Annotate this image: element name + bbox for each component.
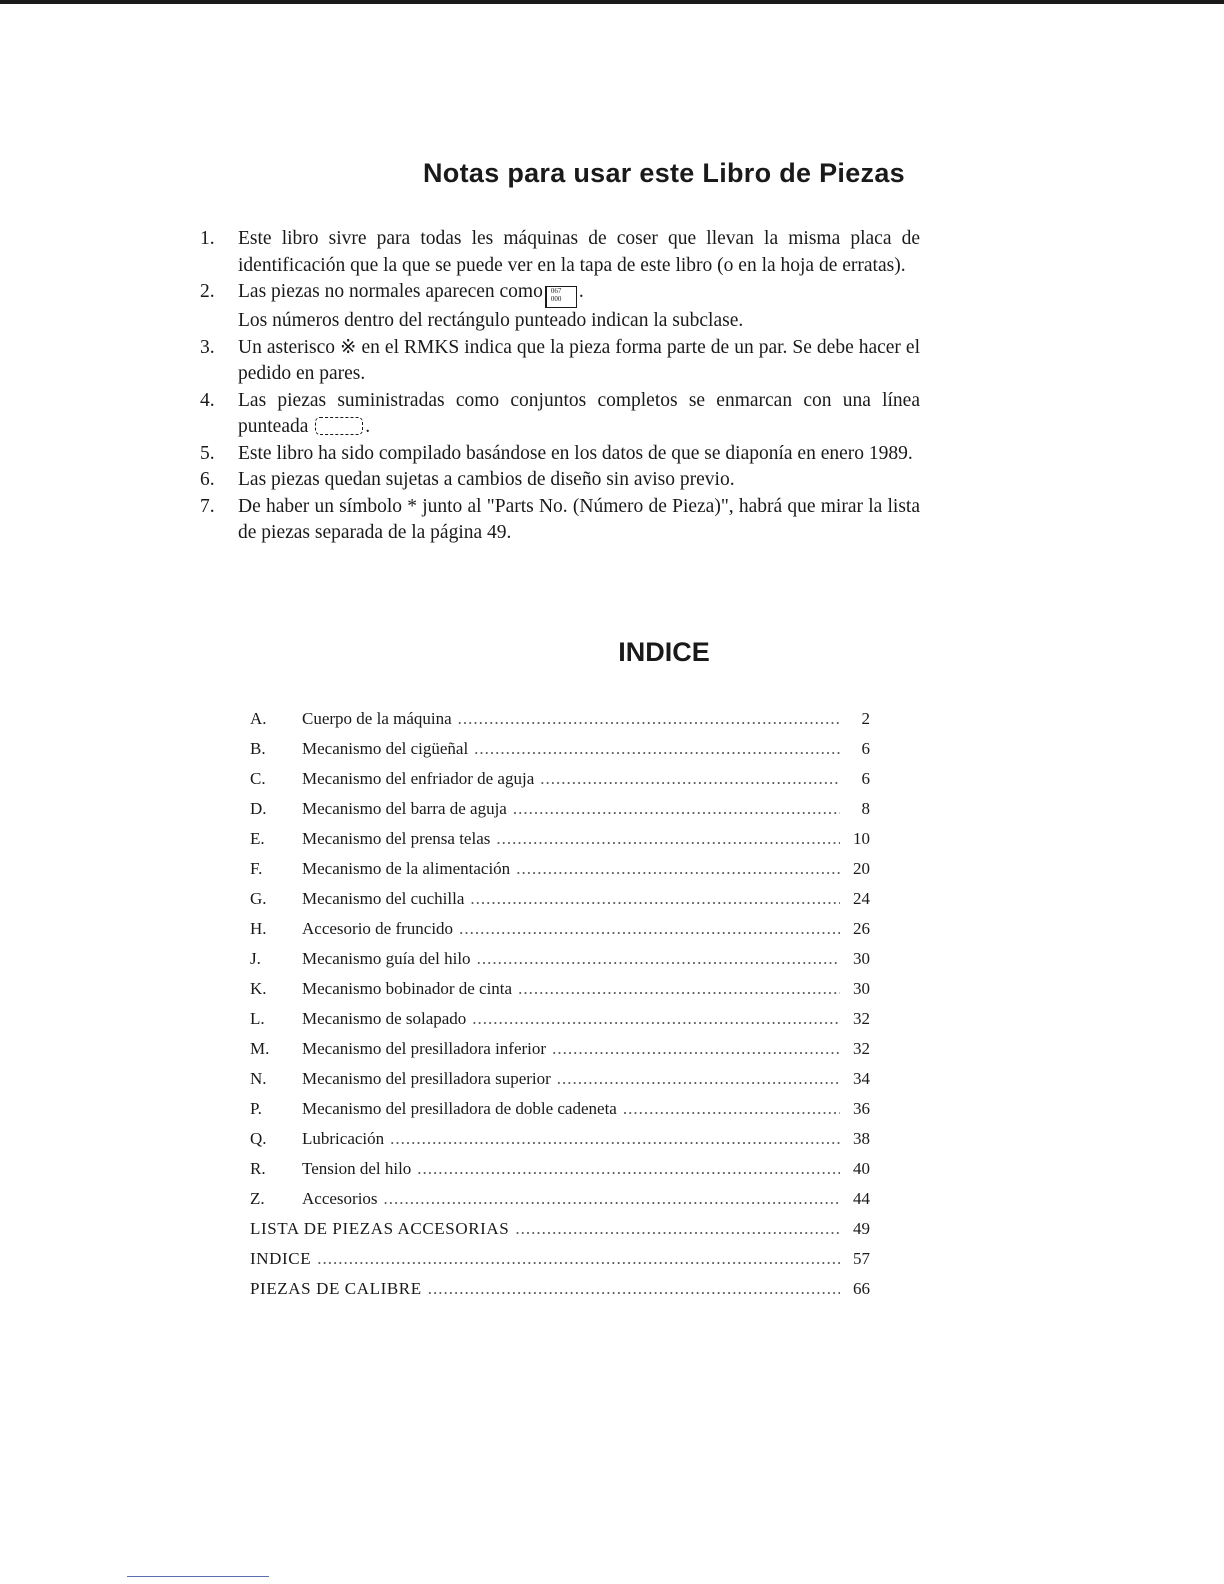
note-item	[200, 494, 920, 547]
note-item	[200, 467, 920, 494]
toc-leader-dots	[516, 854, 840, 884]
note-text: De haber un símbolo * junto al "Parts No. (Número de Pieza)", habrá que mirar la lista de piezas separada de la página 49.	[238, 495, 920, 543]
toc-page-number: 36	[853, 1099, 870, 1118]
toc-label: Lubricación	[302, 1129, 385, 1148]
toc-page-number: 20	[853, 859, 870, 878]
toc-leader-dots	[513, 794, 840, 824]
toc-entry[interactable]	[250, 944, 870, 974]
toc-label: INDICE	[250, 1249, 312, 1268]
toc-page-number: 66	[853, 1279, 870, 1298]
toc-label: Mecanismo del presilladora superior	[302, 1069, 551, 1088]
subclass-symbol-top: 067	[550, 287, 562, 295]
toc-entry-gauge-parts[interactable]	[250, 1274, 870, 1304]
toc-page-number: 24	[853, 889, 870, 908]
toc-entry-accessory-list[interactable]	[250, 1214, 870, 1244]
note-text-line2: Los números dentro del rectángulo punteado indican la subclase.	[238, 310, 744, 331]
note-text-before: Las piezas suministradas como conjuntos completos se enmarcan con una línea punteada	[238, 389, 920, 437]
toc-letter: N.	[250, 1069, 267, 1088]
toc-entry[interactable]	[250, 974, 870, 1004]
toc-page-number: 10	[853, 829, 870, 848]
toc-letter: G.	[250, 889, 267, 908]
toc-page-number: 8	[861, 799, 870, 818]
toc-label: Mecanismo guía del hilo	[302, 949, 471, 968]
note-number: 2.	[200, 281, 215, 302]
toc-page-number: 6	[861, 769, 870, 788]
toc-page-number: 30	[853, 949, 870, 968]
toc-entry[interactable]	[250, 764, 870, 794]
toc-label: Mecanismo del cuchilla	[302, 889, 465, 908]
note-text-after: .	[365, 416, 371, 437]
note-text	[238, 279, 920, 335]
toc-leader-dots	[557, 1064, 840, 1094]
toc-label: Mecanismo del prensa telas	[302, 829, 491, 848]
toc-page-number: 49	[853, 1219, 870, 1238]
toc-label: Mecanismo del barra de aguja	[302, 799, 507, 818]
toc-leader-dots	[552, 1034, 840, 1064]
toc-page-number: 32	[853, 1039, 870, 1058]
toc-leader-dots	[623, 1094, 840, 1124]
toc-label: LISTA DE PIEZAS ACCESORIAS	[250, 1219, 510, 1238]
toc-entry-index[interactable]	[250, 1244, 870, 1274]
toc-page-number: 44	[853, 1189, 870, 1208]
toc-label: Tension del hilo	[302, 1159, 412, 1178]
note-text: Este libro ha sido compilado basándose en los datos de que se diaponía en enero 1989.	[238, 442, 913, 464]
toc-label: Mecanismo del presilladora inferior	[302, 1039, 547, 1058]
toc-letter: R.	[250, 1159, 266, 1178]
toc-leader-dots	[477, 944, 840, 974]
toc-page-number: 40	[853, 1159, 870, 1178]
toc-leader-dots	[496, 824, 840, 854]
toc-letter: D.	[250, 799, 267, 818]
subclass-symbol-bottom: 000	[550, 295, 562, 303]
toc-entry[interactable]	[250, 884, 870, 914]
notes-list	[200, 226, 920, 547]
toc-label: PIEZAS DE CALIBRE	[250, 1279, 422, 1298]
note-item	[200, 226, 920, 279]
table-of-contents	[250, 704, 870, 1304]
toc-label: Accesorios	[302, 1189, 378, 1208]
note-text-before: Las piezas no normales aparecen como	[238, 281, 543, 302]
toc-page-number: 32	[853, 1009, 870, 1028]
toc-leader-dots	[470, 884, 840, 914]
toc-page-number: 26	[853, 919, 870, 938]
toc-letter: Q.	[250, 1129, 267, 1148]
toc-letter: E.	[250, 829, 265, 848]
note-item	[200, 279, 920, 335]
toc-entry[interactable]	[250, 1034, 870, 1064]
toc-entry[interactable]	[250, 1094, 870, 1124]
toc-letter: P.	[250, 1099, 262, 1118]
toc-entry[interactable]	[250, 1064, 870, 1094]
toc-label: Mecanismo del enfriador de aguja	[302, 769, 535, 788]
toc-entry[interactable]	[250, 854, 870, 884]
toc-leader-dots	[390, 1124, 840, 1154]
toc-entry[interactable]	[250, 1184, 870, 1214]
note-item	[200, 388, 920, 441]
toc-label: Mecanismo bobinador de cinta	[302, 979, 513, 998]
toc-leader-dots	[518, 974, 840, 1004]
toc-label: Mecanismo del cigüeñal	[302, 739, 469, 758]
note-text: Las piezas quedan sujetas a cambios de diseño sin aviso previo.	[238, 469, 735, 490]
note-item	[200, 335, 920, 388]
toc-leader-dots	[472, 1004, 840, 1034]
toc-label: Cuerpo de la máquina	[302, 709, 452, 728]
toc-leader-dots	[515, 1214, 840, 1244]
toc-label: Mecanismo del presilladora de doble cadeneta	[302, 1099, 617, 1118]
toc-leader-dots	[384, 1184, 840, 1214]
toc-entry[interactable]	[250, 914, 870, 944]
note-number: 6.	[200, 469, 215, 490]
note-number: 4.	[200, 389, 215, 411]
toc-label: Accesorio de fruncido	[302, 919, 454, 938]
toc-entry[interactable]	[250, 1004, 870, 1034]
toc-letter: L.	[250, 1009, 265, 1028]
toc-page-number: 38	[853, 1129, 870, 1148]
notes-title: Notas para usar este Libro de Piezas	[423, 158, 905, 188]
toc-entry[interactable]	[250, 794, 870, 824]
top-rule	[0, 0, 1224, 4]
toc-letter: A.	[250, 709, 267, 728]
note-text: Este libro sivre para todas les máquinas de coser que llevan la misma placa de identificación que la que se puede ver en la tapa de este libro (o en la hoja de erratas).	[238, 228, 920, 276]
toc-letter: C.	[250, 769, 266, 788]
toc-leader-dots	[458, 704, 840, 734]
toc-entry[interactable]	[250, 704, 870, 734]
note-text	[238, 388, 920, 441]
note-item	[200, 441, 920, 468]
toc-page-number: 30	[853, 979, 870, 998]
toc-letter: J.	[250, 949, 261, 968]
toc-letter: B.	[250, 739, 266, 758]
note-number: 5.	[200, 442, 215, 464]
toc-leader-dots	[417, 1154, 840, 1184]
toc-page-number: 2	[861, 709, 870, 728]
toc-leader-dots	[540, 764, 840, 794]
toc-entry[interactable]	[250, 734, 870, 764]
dashed-frame-symbol	[315, 417, 363, 435]
bottom-edge-mark	[127, 1576, 269, 1577]
toc-page-number: 57	[853, 1249, 870, 1268]
toc-letter: F.	[250, 859, 263, 878]
toc-letter: H.	[250, 919, 267, 938]
toc-page-number: 6	[861, 739, 870, 758]
toc-letter: Z.	[250, 1189, 265, 1208]
note-number: 7.	[200, 495, 215, 517]
note-text: Un asterisco ※ en el RMKS indica que la pieza forma parte de un par. Se debe hacer el pedido en pares.	[238, 336, 920, 384]
toc-letter: M.	[250, 1039, 270, 1058]
toc-leader-dots	[317, 1244, 840, 1274]
note-number: 3.	[200, 336, 215, 358]
toc-entry[interactable]	[250, 1154, 870, 1184]
toc-leader-dots	[474, 734, 840, 764]
note-number: 1.	[200, 228, 215, 249]
toc-label: Mecanismo de solapado	[302, 1009, 467, 1028]
subclass-box-symbol	[545, 286, 577, 308]
toc-leader-dots	[459, 914, 840, 944]
index-title: INDICE	[618, 637, 710, 667]
toc-entry[interactable]	[250, 1124, 870, 1154]
toc-entry[interactable]	[250, 824, 870, 854]
toc-page-number: 34	[853, 1069, 870, 1088]
toc-leader-dots	[428, 1274, 840, 1304]
toc-letter: K.	[250, 979, 267, 998]
toc-label: Mecanismo de la alimentación	[302, 859, 511, 878]
note-text-after: .	[578, 281, 584, 302]
